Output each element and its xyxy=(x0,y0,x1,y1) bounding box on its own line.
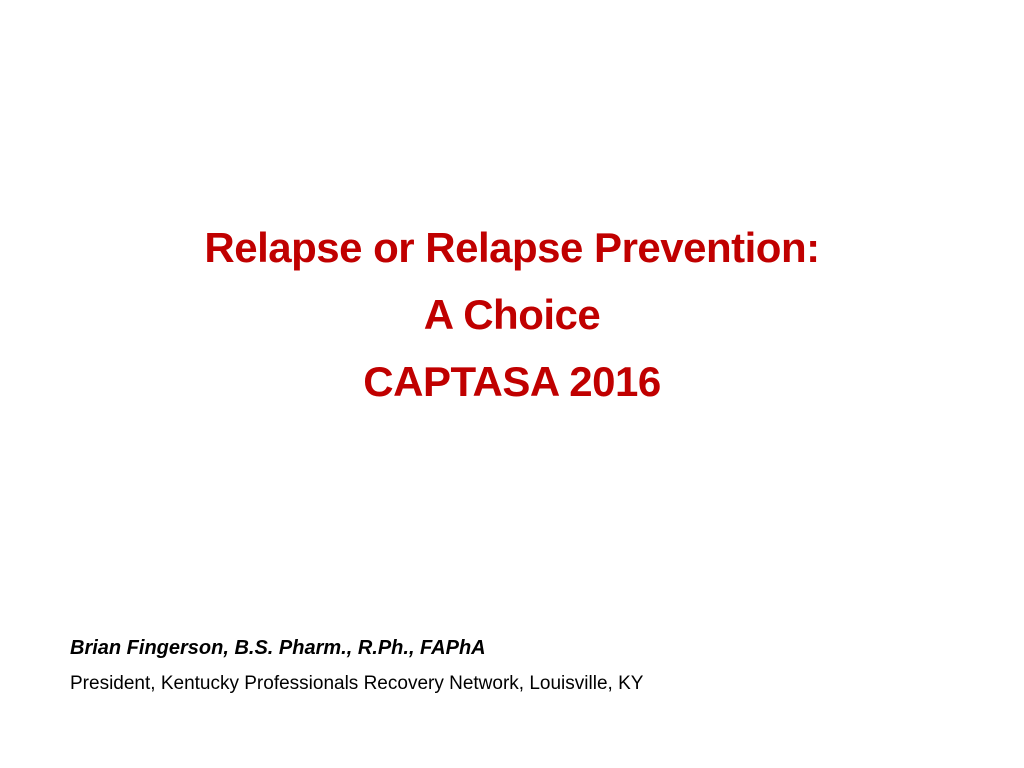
title-line-subtitle: A Choice xyxy=(423,291,601,338)
slide-title xyxy=(0,214,1024,415)
presenter-affiliation: President, Kentucky Professionals Recovery Network, Louisville, KY xyxy=(70,673,644,694)
title-line-event: CAPTASA 2016 xyxy=(363,358,661,405)
presenter-name: Brian Fingerson, B.S. Pharm., R.Ph., FAPhA xyxy=(70,637,486,659)
presenter-info xyxy=(70,632,970,704)
title-line-main: Relapse or Relapse Prevention: xyxy=(204,224,820,271)
